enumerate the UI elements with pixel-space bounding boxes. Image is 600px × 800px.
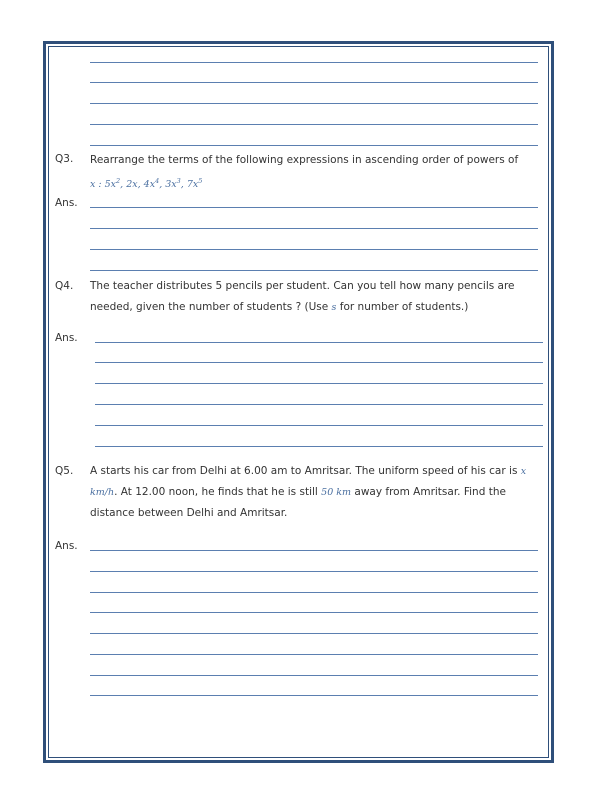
q5-line2: km/h. At 12.00 noon, he finds that he is still 50 km away from Amritsar. Find the — [90, 486, 506, 498]
answer-line[interactable] — [90, 633, 538, 634]
answer-line[interactable] — [90, 82, 538, 83]
answer-line[interactable] — [90, 654, 538, 655]
answer-label-q3: Ans. — [55, 197, 78, 209]
answer-line[interactable] — [90, 103, 538, 104]
question-number-q3: Q3. — [55, 153, 74, 165]
answer-line[interactable] — [90, 612, 538, 613]
answer-line[interactable] — [90, 62, 538, 63]
answer-line[interactable] — [90, 592, 538, 593]
answer-line[interactable] — [90, 550, 538, 551]
question-text-q3 — [90, 150, 530, 195]
q3-expression: x : $5x^2$, 2x, $4x^4$, $3x^3$, $7x^5$ — [90, 177, 203, 191]
answer-line[interactable] — [95, 342, 543, 343]
question-number-q5: Q5. — [55, 465, 74, 477]
answer-line[interactable] — [90, 207, 538, 208]
answer-line[interactable] — [90, 228, 538, 229]
answer-line[interactable] — [90, 145, 538, 146]
answer-line[interactable] — [90, 675, 538, 676]
answer-line[interactable] — [95, 362, 543, 363]
answer-label-q4: Ans. — [55, 332, 78, 344]
question-text-q5 — [90, 461, 530, 524]
question-text-q4 — [90, 276, 530, 318]
q4-line2: needed, given the number of students ? (Use s for number of students.) — [90, 301, 469, 313]
answer-line[interactable] — [95, 383, 543, 384]
answer-line[interactable] — [95, 446, 543, 447]
answer-line[interactable] — [90, 270, 538, 271]
answer-label-q5: Ans. — [55, 540, 78, 552]
q5-line1: A starts his car from Delhi at 6.00 am to Amritsar. The uniform speed of his car is x — [90, 465, 527, 477]
q5-line3: distance between Delhi and Amritsar. — [90, 507, 288, 519]
answer-line[interactable] — [95, 404, 543, 405]
question-number-q4: Q4. — [55, 280, 74, 292]
answer-line[interactable] — [90, 124, 538, 125]
answer-line[interactable] — [90, 249, 538, 250]
answer-line[interactable] — [90, 695, 538, 696]
q4-line1: The teacher distributes 5 pencils per student. Can you tell how many pencils are — [90, 280, 515, 292]
answer-line[interactable] — [95, 425, 543, 426]
answer-line[interactable] — [90, 571, 538, 572]
q3-line1: Rearrange the terms of the following expressions in ascending order of powers of — [90, 154, 519, 166]
